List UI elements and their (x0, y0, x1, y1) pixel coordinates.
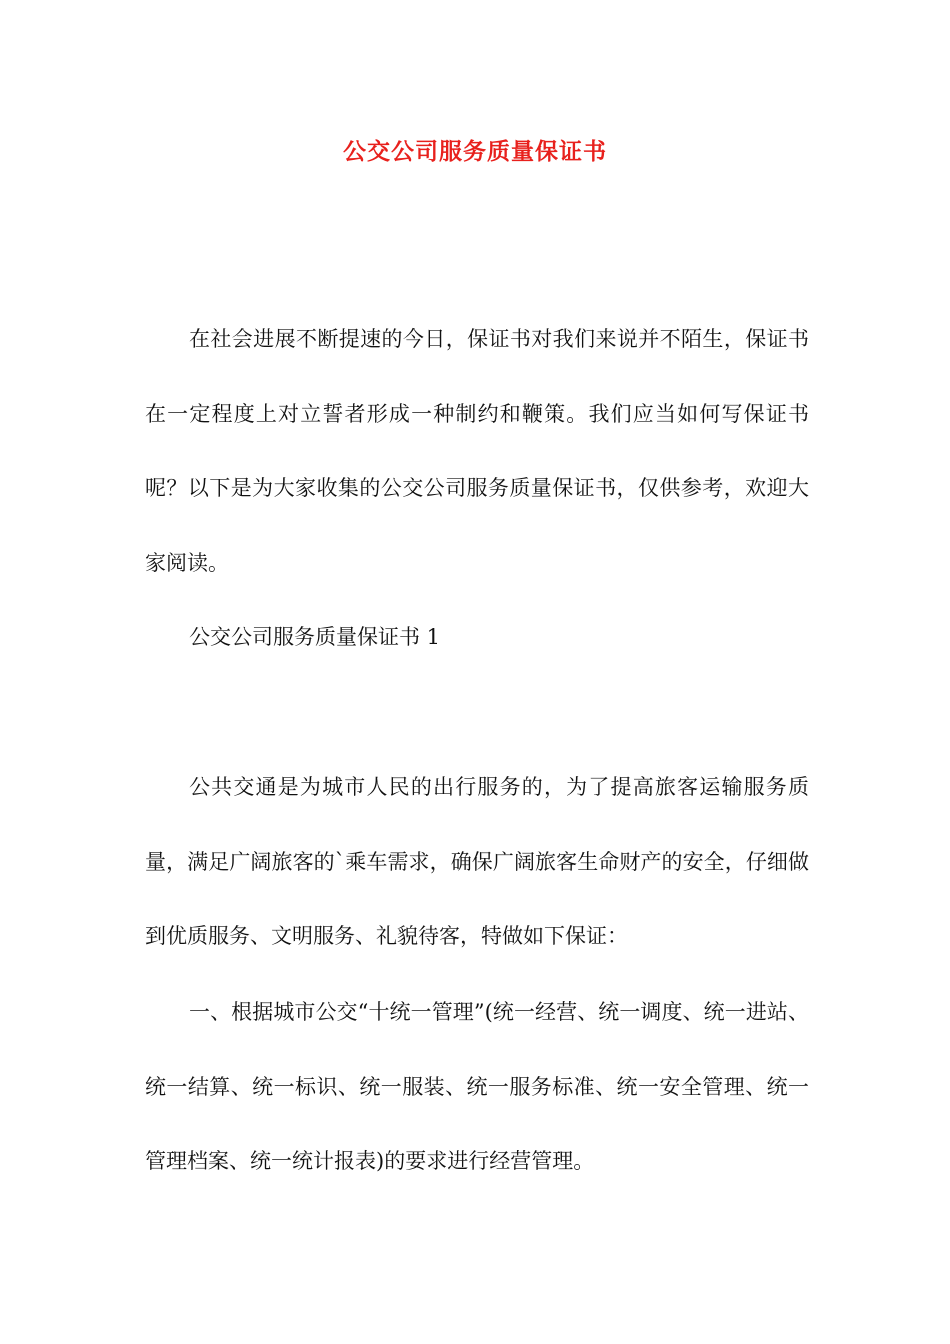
item-paragraph: 一、根据城市公交“十统一管理”(统一经营、统一调度、统一进站、统一结算、统一标识、统一服装、统一服务标准、统一安全管理、统一管理档案、统一统计报表)的要求进行经营管理。 (145, 1000, 809, 1173)
document-title: 公交公司服务质量保证书 (343, 138, 607, 165)
intro-paragraph: 在社会进展不断提速的今日，保证书对我们来说并不陌生，保证书在一定程度上对立誓者形成一种制约和鞭策。我们应当如何写保证书呢？以下是为大家收集的公交公司服务质量保证书，仅供参考，欢迎大家阅读。 (145, 327, 809, 575)
body-paragraph: 公共交通是为城市人民的出行服务的，为了提高旅客运输服务质量，满足广阔旅客的`乘车需求，确保广阔旅客生命财产的安全，仔细做到优质服务、文明服务、礼貌待客，特做如下保证： (145, 775, 809, 948)
section-heading: 公交公司服务质量保证书 1 (189, 625, 441, 649)
